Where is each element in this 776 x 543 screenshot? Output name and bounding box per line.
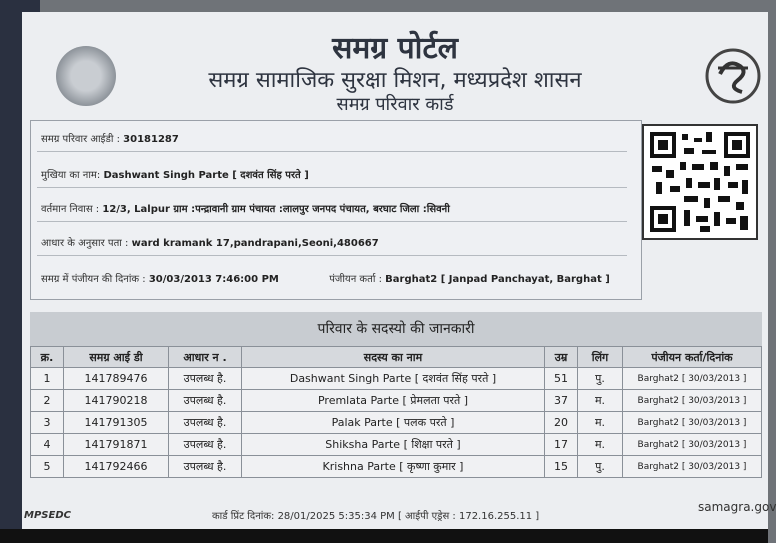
- cell-gender: म.: [578, 412, 623, 434]
- cell-registration: Barghat2 [ 30/03/2013 ]: [623, 434, 762, 456]
- qr-code: [642, 124, 758, 240]
- mission-title: समग्र सामाजिक सुरक्षा मिशन, मध्यप्रदेश शासन: [208, 68, 582, 93]
- cell-age: 51: [545, 368, 578, 390]
- head-label: मुखिया का नाम:: [41, 170, 101, 181]
- divider: [37, 151, 627, 152]
- reg-date-label: समग्र में पंजीयन की दिनांक :: [41, 274, 146, 285]
- cell-member-name: Dashwant Singh Parte [ दशवंत सिंह परते ]: [242, 368, 545, 390]
- table-row: [31, 390, 762, 412]
- col-registration: पंजीयन कर्ता/दिनांक: [623, 347, 762, 368]
- registrar-value: Barghat2 [ Janpad Panchayat, Barghat ]: [385, 274, 610, 285]
- col-aadhaar: आधार न .: [169, 347, 242, 368]
- cell-aadhaar: उपलब्ध है.: [169, 368, 242, 390]
- address-row: [41, 201, 450, 215]
- cell-member-name: Shiksha Parte [ शिक्षा परते ]: [242, 434, 545, 456]
- cell-registration: Barghat2 [ 30/03/2013 ]: [623, 456, 762, 478]
- cell-gender: म.: [578, 434, 623, 456]
- cell-aadhaar: उपलब्ध है.: [169, 390, 242, 412]
- head-name: Dashwant Singh Parte [ दशवंत सिंह परते ]: [103, 170, 309, 181]
- cell-aadhaar: उपलब्ध है.: [169, 412, 242, 434]
- cell-age: 37: [545, 390, 578, 412]
- cell-aadhaar: उपलब्ध है.: [169, 456, 242, 478]
- cell-sno: 2: [31, 390, 64, 412]
- table-row: [31, 368, 762, 390]
- cell-samagra-id: 141790218: [64, 390, 169, 412]
- cell-samagra-id: 141791305: [64, 412, 169, 434]
- family-id-label: समग्र परिवार आईडी :: [41, 134, 120, 145]
- col-sno: क्र.: [31, 347, 64, 368]
- cell-sno: 3: [31, 412, 64, 434]
- aadhaar-address-label: आधार के अनुसार पता :: [41, 238, 129, 249]
- table-header-row: [31, 347, 762, 368]
- reg-date-value: 30/03/2013 7:46:00 PM: [148, 274, 279, 285]
- col-age: उम्र: [545, 347, 578, 368]
- cell-member-name: Palak Parte [ पलक परते ]: [242, 412, 545, 434]
- cell-sno: 4: [31, 434, 64, 456]
- cell-gender: पु.: [578, 368, 623, 390]
- family-table: [30, 346, 762, 478]
- table-row: [31, 456, 762, 478]
- family-section-title: परिवार के सदस्यो की जानकारी: [30, 312, 762, 346]
- cell-registration: Barghat2 [ 30/03/2013 ]: [623, 368, 762, 390]
- family-id-row: [41, 131, 179, 145]
- aadhaar-address-value: ward kramank 17,pandrapani,Seoni,480667: [131, 238, 379, 249]
- cell-member-name: Premlata Parte [ प्रेमलता परते ]: [242, 390, 545, 412]
- cell-sno: 5: [31, 456, 64, 478]
- col-member-name: सदस्य का नाम: [242, 347, 545, 368]
- cell-age: 17: [545, 434, 578, 456]
- address-label: वर्तमान निवास :: [41, 204, 100, 215]
- cell-aadhaar: उपलब्ध है.: [169, 434, 242, 456]
- background-bottom: [0, 529, 768, 543]
- family-id-value: 30181287: [123, 134, 179, 145]
- cell-gender: पु.: [578, 456, 623, 478]
- address-value: 12/3, Lalpur ग्राम :पन्द्रावानी ग्राम पंचायत :लालपुर जनपद पंचायत, बरघाट जिला :सिवनी: [102, 204, 450, 215]
- mpsedc-logo: MPSEDC: [24, 510, 71, 521]
- divider: [37, 221, 627, 222]
- registrar-label: पंजीयन कर्ता :: [329, 274, 382, 285]
- divider: [37, 255, 627, 256]
- card-title: समग्र परिवार कार्ड: [336, 94, 454, 115]
- cell-gender: म.: [578, 390, 623, 412]
- cell-samagra-id: 141789476: [64, 368, 169, 390]
- table-row: [31, 434, 762, 456]
- print-date: कार्ड प्रिंट दिनांक: 28/01/2025 5:35:34 PM [ आईपी एड्रेस : 172.16.255.11 ]: [212, 511, 540, 522]
- registration-row: [41, 271, 610, 285]
- divider: [37, 187, 627, 188]
- aadhaar-address-row: [41, 235, 379, 249]
- portal-title: समग्र पोर्टल: [332, 31, 458, 66]
- head-row: [41, 167, 309, 181]
- table-row: [31, 412, 762, 434]
- cell-samagra-id: 141791871: [64, 434, 169, 456]
- cell-registration: Barghat2 [ 30/03/2013 ]: [623, 390, 762, 412]
- col-samagra-id: समग्र आई डी: [64, 347, 169, 368]
- cell-age: 15: [545, 456, 578, 478]
- cell-registration: Barghat2 [ 30/03/2013 ]: [623, 412, 762, 434]
- samagra-card: [22, 12, 776, 529]
- col-gender: लिंग: [578, 347, 623, 368]
- info-box: [30, 120, 642, 300]
- site-url: samagra.gov: [698, 500, 776, 514]
- cell-age: 20: [545, 412, 578, 434]
- cell-member-name: Krishna Parte [ कृष्णा कुमार ]: [242, 456, 545, 478]
- cell-samagra-id: 141792466: [64, 456, 169, 478]
- cell-sno: 1: [31, 368, 64, 390]
